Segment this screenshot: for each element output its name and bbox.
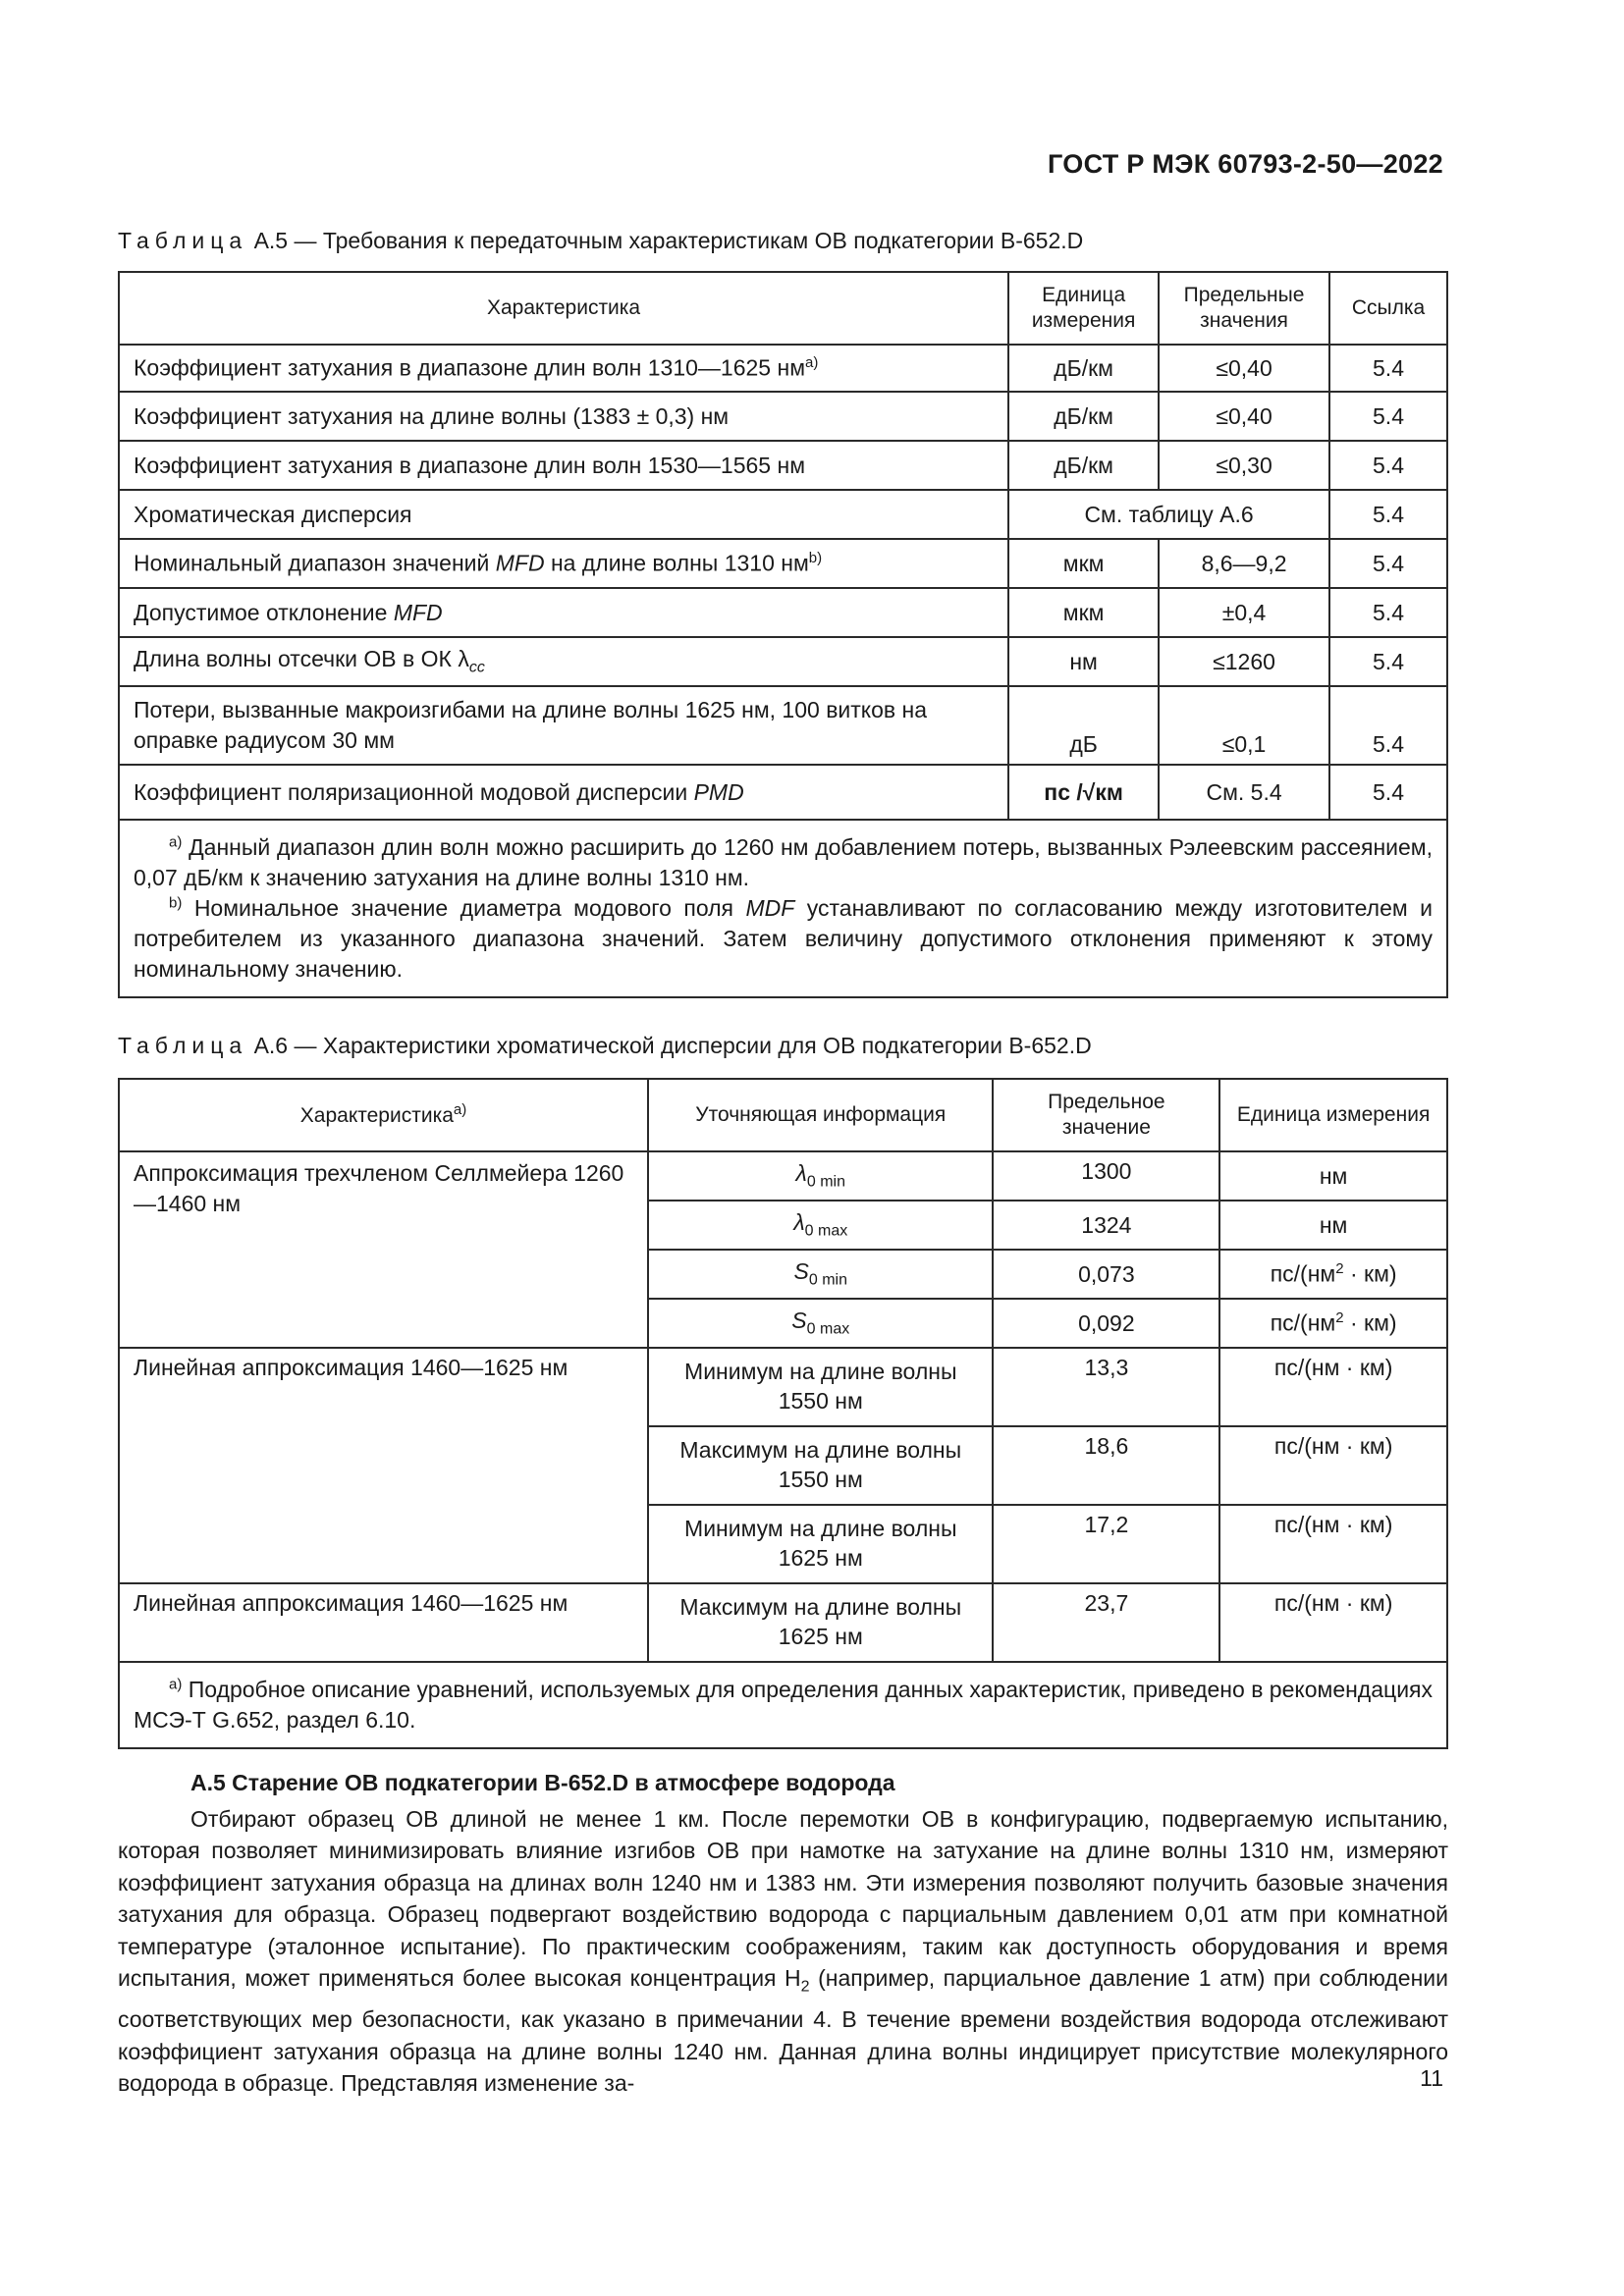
table-row — [119, 392, 1447, 441]
symbol-subscript: 0 min — [808, 1271, 847, 1289]
table-a6-notes — [119, 1662, 1447, 1748]
cell-characteristic: Коэффициент затухания в диапазоне длин волн 1530—1565 нм — [119, 441, 1008, 490]
cell-reference: 5.4 — [1329, 686, 1447, 765]
column-header-limits: Предельные значения — [1159, 272, 1329, 345]
cell-value: 1324 — [993, 1201, 1219, 1250]
lambda-symbol: λ — [458, 646, 469, 672]
cell-limit: ≤0,40 — [1159, 392, 1329, 441]
footnote-a — [134, 1675, 1433, 1735]
section-a5 — [118, 1767, 1448, 2100]
column-header-unit: Единица измерения — [1008, 272, 1159, 345]
cell-value: 17,2 — [993, 1505, 1219, 1583]
characteristic-text: Длина волны отсечки ОВ в ОК — [134, 646, 459, 672]
table-row — [119, 345, 1447, 392]
column-header-limit: Предельное значение — [993, 1079, 1219, 1151]
cell-unit: пс/(нм · км) — [1219, 1426, 1447, 1505]
cell-characteristic — [119, 539, 1008, 588]
cell-characteristic — [119, 637, 1008, 686]
cell-info: Минимум на длине волны 1625 нм — [648, 1505, 993, 1583]
cell-group-linear: Линейная аппроксимация 1460—1625 нм — [119, 1583, 648, 1662]
unit-text: пс / — [1044, 778, 1083, 805]
table-row — [119, 1583, 1447, 1662]
cell-value: 0,073 — [993, 1250, 1219, 1299]
footnote-b — [134, 893, 1433, 985]
paragraph-text-end: (например, парциальное давление 1 атм) при соблюдении соответствующих мер безопасности, как указано в примечании 4. В течение времени воздействия водорода отслеживают коэффициент затухания образца на длине волны 1240 нм. Данная длина волны индицирует присутствие молекулярного водорода в образце. Представляя изменение за- — [118, 1965, 1448, 2097]
cell-unit: мкм — [1008, 588, 1159, 637]
square-root-symbol: √км — [1082, 778, 1123, 805]
table-row — [119, 637, 1447, 686]
cell-limit: ≤0,40 — [1159, 345, 1329, 392]
cell-reference: 5.4 — [1329, 539, 1447, 588]
cell-characteristic — [119, 765, 1008, 820]
section-title: А.5 Старение ОВ подкатегории B-652.D в атмосфере водорода — [190, 1770, 895, 1795]
symbol-subscript: cc — [468, 659, 485, 676]
cell-characteristic: Потери, вызванные макроизгибами на длине волны 1625 нм, 100 витков на оправке радиусом 30 мм — [119, 686, 1008, 765]
unit-text-end: · км) — [1343, 1309, 1397, 1336]
cell-reference: 5.4 — [1329, 588, 1447, 637]
characteristic-text: Допустимое отклонение — [134, 599, 394, 625]
cell-reference: 5.4 — [1329, 441, 1447, 490]
table-a5-header-row — [119, 272, 1447, 345]
footnote-mark: a) — [805, 354, 819, 372]
cell-limit: См. 5.4 — [1159, 765, 1329, 820]
table-row — [119, 588, 1447, 637]
table-a5-notes — [119, 820, 1447, 997]
cell-unit: дБ/км — [1008, 392, 1159, 441]
table-row — [119, 490, 1447, 539]
table-a5-caption-prefix: Таблица — [118, 228, 248, 253]
unit-text: пс/(нм — [1270, 1309, 1336, 1336]
header-text: Характеристика — [299, 1103, 454, 1127]
cell-unit — [1219, 1250, 1447, 1299]
cell-unit: нм — [1219, 1151, 1447, 1201]
cell-value: 23,7 — [993, 1583, 1219, 1662]
cell-unit: дБ/км — [1008, 441, 1159, 490]
footnote-mark: b) — [169, 894, 183, 912]
characteristic-text: Номинальный диапазон значений — [134, 550, 496, 576]
cell-unit: пс/(нм · км) — [1219, 1505, 1447, 1583]
table-row — [119, 1348, 1447, 1426]
cell-unit: пс/(нм · км) — [1219, 1583, 1447, 1662]
table-a5 — [118, 271, 1448, 998]
footnote-mark: a) — [169, 833, 183, 851]
cell-limit: ±0,4 — [1159, 588, 1329, 637]
characteristic-text: Коэффициент затухания в диапазоне длин волн 1310—1625 нм — [134, 354, 806, 381]
table-a6-caption-prefix: Таблица — [118, 1033, 248, 1058]
cell-merged-reference-text: См. таблицу А.6 — [1008, 490, 1329, 539]
cell-reference: 5.4 — [1329, 637, 1447, 686]
footnote-a — [134, 832, 1433, 893]
cell-value: 0,092 — [993, 1299, 1219, 1348]
unit-text: пс/(нм — [1270, 1260, 1336, 1287]
column-header-unit: Единица измерения — [1219, 1079, 1447, 1151]
cell-value: 1300 — [993, 1151, 1219, 1201]
cell-reference: 5.4 — [1329, 765, 1447, 820]
table-row — [119, 1151, 1447, 1201]
table-row — [119, 686, 1447, 765]
cell-symbol — [648, 1250, 993, 1299]
table-row — [119, 765, 1447, 820]
cell-group-sellmeier: Аппроксимация трехчленом Селлмейера 1260—1460 нм — [119, 1151, 648, 1348]
cell-group-linear: Линейная аппроксимация 1460—1625 нм — [119, 1348, 648, 1583]
symbol: S — [793, 1258, 809, 1285]
characteristic-abbrev: MFD — [495, 550, 545, 576]
table-a6-header-row — [119, 1079, 1447, 1151]
cell-unit: мкм — [1008, 539, 1159, 588]
section-paragraph — [118, 1803, 1448, 2100]
cell-limit: ≤0,1 — [1159, 686, 1329, 765]
cell-characteristic: Коэффициент затухания на длине волны (1383 ± 0,3) нм — [119, 392, 1008, 441]
chemical-subscript: 2 — [800, 1978, 810, 1996]
cell-info: Максимум на длине волны 1550 нм — [648, 1426, 993, 1505]
symbol-subscript: 0 max — [804, 1222, 848, 1240]
footnote-text: Номинальное значение диаметра модового поля — [182, 895, 746, 922]
characteristic-text: Коэффициент поляризационной модовой дисперсии — [134, 778, 694, 805]
table-a6-notes-row — [119, 1662, 1447, 1748]
cell-symbol — [648, 1299, 993, 1348]
cell-unit: нм — [1219, 1201, 1447, 1250]
cell-limit: ≤0,30 — [1159, 441, 1329, 490]
cell-unit: нм — [1008, 637, 1159, 686]
cell-info: Минимум на длине волны 1550 нм — [648, 1348, 993, 1426]
cell-info: Максимум на длине волны 1625 нм — [648, 1583, 993, 1662]
characteristic-abbrev: MFD — [393, 599, 443, 625]
cell-reference: 5.4 — [1329, 345, 1447, 392]
page-number: 11 — [1420, 2065, 1443, 2091]
characteristic-abbrev: PMD — [693, 778, 744, 805]
unit-exponent: 2 — [1335, 1309, 1344, 1327]
footnote-text-end: устанавливают по согласованию между изготовителем и потребителем из указанного диапазона значений. Затем величину допустимого отклонения применяют к этому номинальному значению. — [134, 895, 1433, 983]
table-a5-caption — [118, 228, 1083, 254]
footnote-text: Данный диапазон длин волн можно расширить до 1260 нм добавлением потерь, вызванных Рэлеевским рассеянием, 0,07 дБ/км к значению затухания на длине волны 1310 нм. — [134, 834, 1433, 891]
column-header-reference: Ссылка — [1329, 272, 1447, 345]
cell-symbol — [648, 1151, 993, 1201]
symbol: S — [791, 1308, 807, 1334]
column-header-characteristic: Характеристика — [119, 272, 1008, 345]
symbol-subscript: 0 max — [806, 1320, 850, 1338]
table-a6-caption-text: А.6 — Характеристики хроматической дисперсии для ОВ подкатегории B-652.D — [247, 1033, 1092, 1058]
cell-symbol — [648, 1201, 993, 1250]
table-a5-caption-text: А.5 — Требования к передаточным характеристикам ОВ подкатегории B-652.D — [247, 228, 1084, 253]
unit-exponent: 2 — [1335, 1260, 1344, 1278]
cell-limit: ≤1260 — [1159, 637, 1329, 686]
table-a6-caption — [118, 1033, 1092, 1059]
footnote-mark: a) — [169, 1676, 183, 1693]
symbol: λ — [795, 1160, 807, 1187]
unit-text-end: · км) — [1343, 1260, 1397, 1287]
cell-reference: 5.4 — [1329, 490, 1447, 539]
cell-unit — [1219, 1299, 1447, 1348]
column-header-info: Уточняющая информация — [648, 1079, 993, 1151]
cell-value: 18,6 — [993, 1426, 1219, 1505]
table-row — [119, 441, 1447, 490]
cell-limit: 8,6—9,2 — [1159, 539, 1329, 588]
footnote-abbrev: MDF — [745, 895, 795, 922]
footnote-mark: b) — [808, 550, 823, 567]
characteristic-text-end: на длине волны 1310 нм — [544, 550, 809, 576]
footnote-text: Подробное описание уравнений, используемых для определения данных характеристик, приведено в рекомендациях МСЭ-Т G.652, раздел 6.10. — [134, 1677, 1433, 1734]
column-header-characteristic — [119, 1079, 648, 1151]
cell-unit: дБ — [1008, 686, 1159, 765]
symbol-subscript: 0 min — [806, 1173, 845, 1191]
footnote-mark: a) — [453, 1100, 467, 1118]
cell-unit: пс/(нм · км) — [1219, 1348, 1447, 1426]
paragraph-text: Отбирают образец ОВ длиной не менее 1 км. После перемотки ОВ в конфигурацию, подвергаемую испытанию, которая позволяет минимизировать влияние изгибов ОВ при намотке на затухание на длине волны 1310 нм, измеряют коэффициент затухания образца на длинах волн 1240 нм и 1383 нм. Эти измерения позволяют получить базовые значения затухания для образца. Образец подвергают воздействию водорода с парциальным давлением 0,01 атм при комнатной температуре (эталонное испытание). По практическим соображениям, таким как доступность оборудования и время испытания, может применяться более высокая концентрация H — [118, 1805, 1448, 1991]
cell-value: 13,3 — [993, 1348, 1219, 1426]
table-a6 — [118, 1078, 1448, 1749]
symbol: λ — [793, 1209, 805, 1236]
cell-characteristic — [119, 588, 1008, 637]
table-row — [119, 539, 1447, 588]
table-a5-notes-row — [119, 820, 1447, 997]
document-code-header: ГОСТ Р МЭК 60793-2-50—2022 — [1048, 149, 1443, 179]
cell-unit — [1008, 765, 1159, 820]
cell-characteristic: Хроматическая дисперсия — [119, 490, 1008, 539]
cell-unit: дБ/км — [1008, 345, 1159, 392]
cell-reference: 5.4 — [1329, 392, 1447, 441]
cell-characteristic — [119, 345, 1008, 392]
